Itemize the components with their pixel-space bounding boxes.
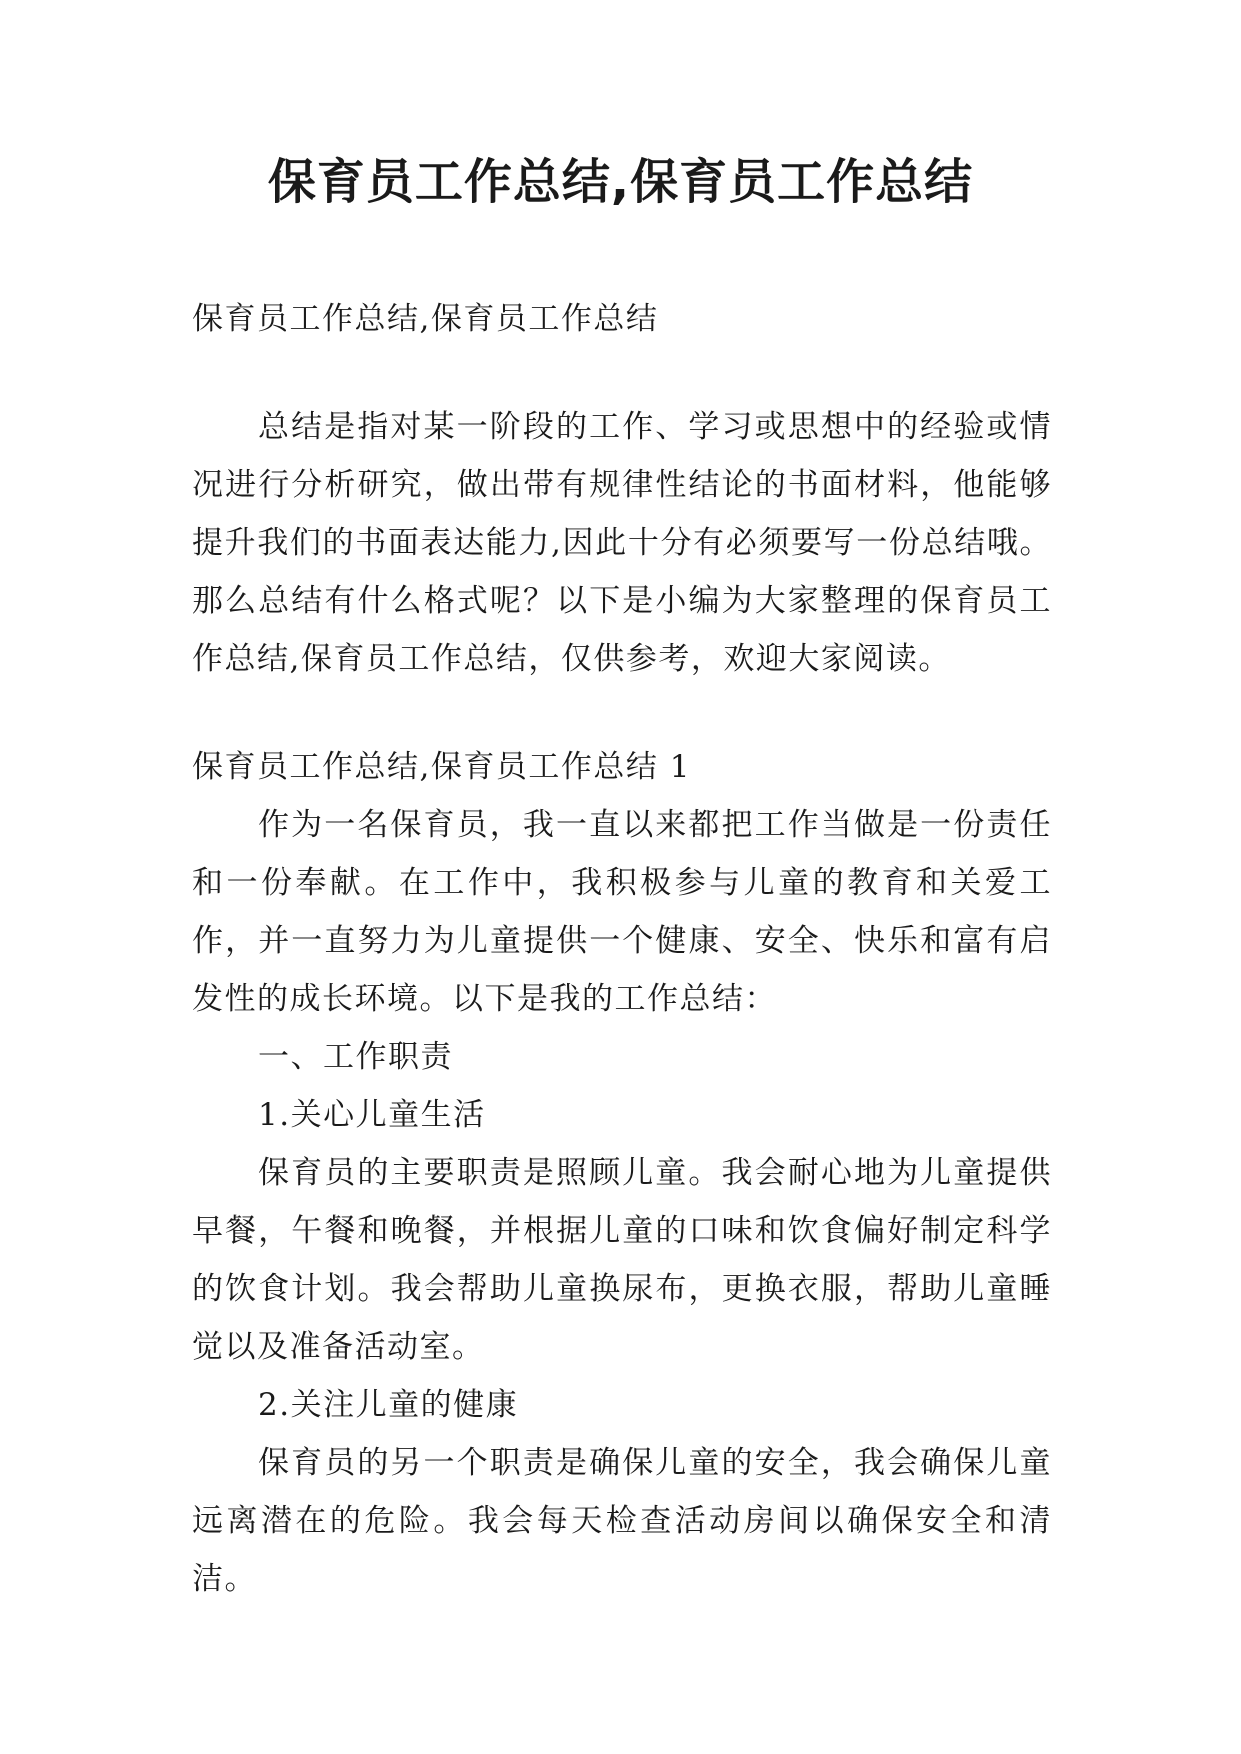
document-title: 保育员工作总结,保育员工作总结 xyxy=(267,154,974,210)
item-title: 1.关心儿童生活 xyxy=(258,1097,486,1133)
section-heading: 保育员工作总结,保育员工作总结 1 xyxy=(192,749,691,785)
item-paragraph: 保育员的主要职责是照顾儿童。我会耐心地为儿童提供早餐，午餐和晚餐，并根据儿童的口味和饮食偏好制定科学的饮食计划。我会帮助儿童换尿布，更换衣服，帮助儿童睡觉以及准备活动室。 xyxy=(192,1155,1052,1365)
duties-heading: 一、工作职责 xyxy=(258,1039,453,1075)
item-title: 2.关注儿童的健康 xyxy=(258,1387,519,1423)
document-subtitle: 保育员工作总结,保育员工作总结 xyxy=(192,301,659,337)
item-paragraph: 保育员的另一个职责是确保儿童的安全，我会确保儿童远离潜在的危险。我会每天检查活动房间以确保安全和清洁。 xyxy=(192,1445,1052,1597)
body-paragraph: 作为一名保育员，我一直以来都把工作当做是一份责任和一份奉献。在工作中，我积极参与儿童的教育和关爱工作，并一直努力为儿童提供一个健康、安全、快乐和富有启发性的成长环境。以下是我的工作总结： xyxy=(192,807,1052,1017)
intro-paragraph: 总结是指对某一阶段的工作、学习或思想中的经验或情况进行分析研究，做出带有规律性结论的书面材料，他能够提升我们的书面表达能力,因此十分有必须要写一份总结哦。那么总结有什么格式呢？以下是小编为大家整理的保育员工作总结,保育员工作总结，仅供参考，欢迎大家阅读。 xyxy=(192,409,1052,677)
document-body xyxy=(192,290,1052,1608)
